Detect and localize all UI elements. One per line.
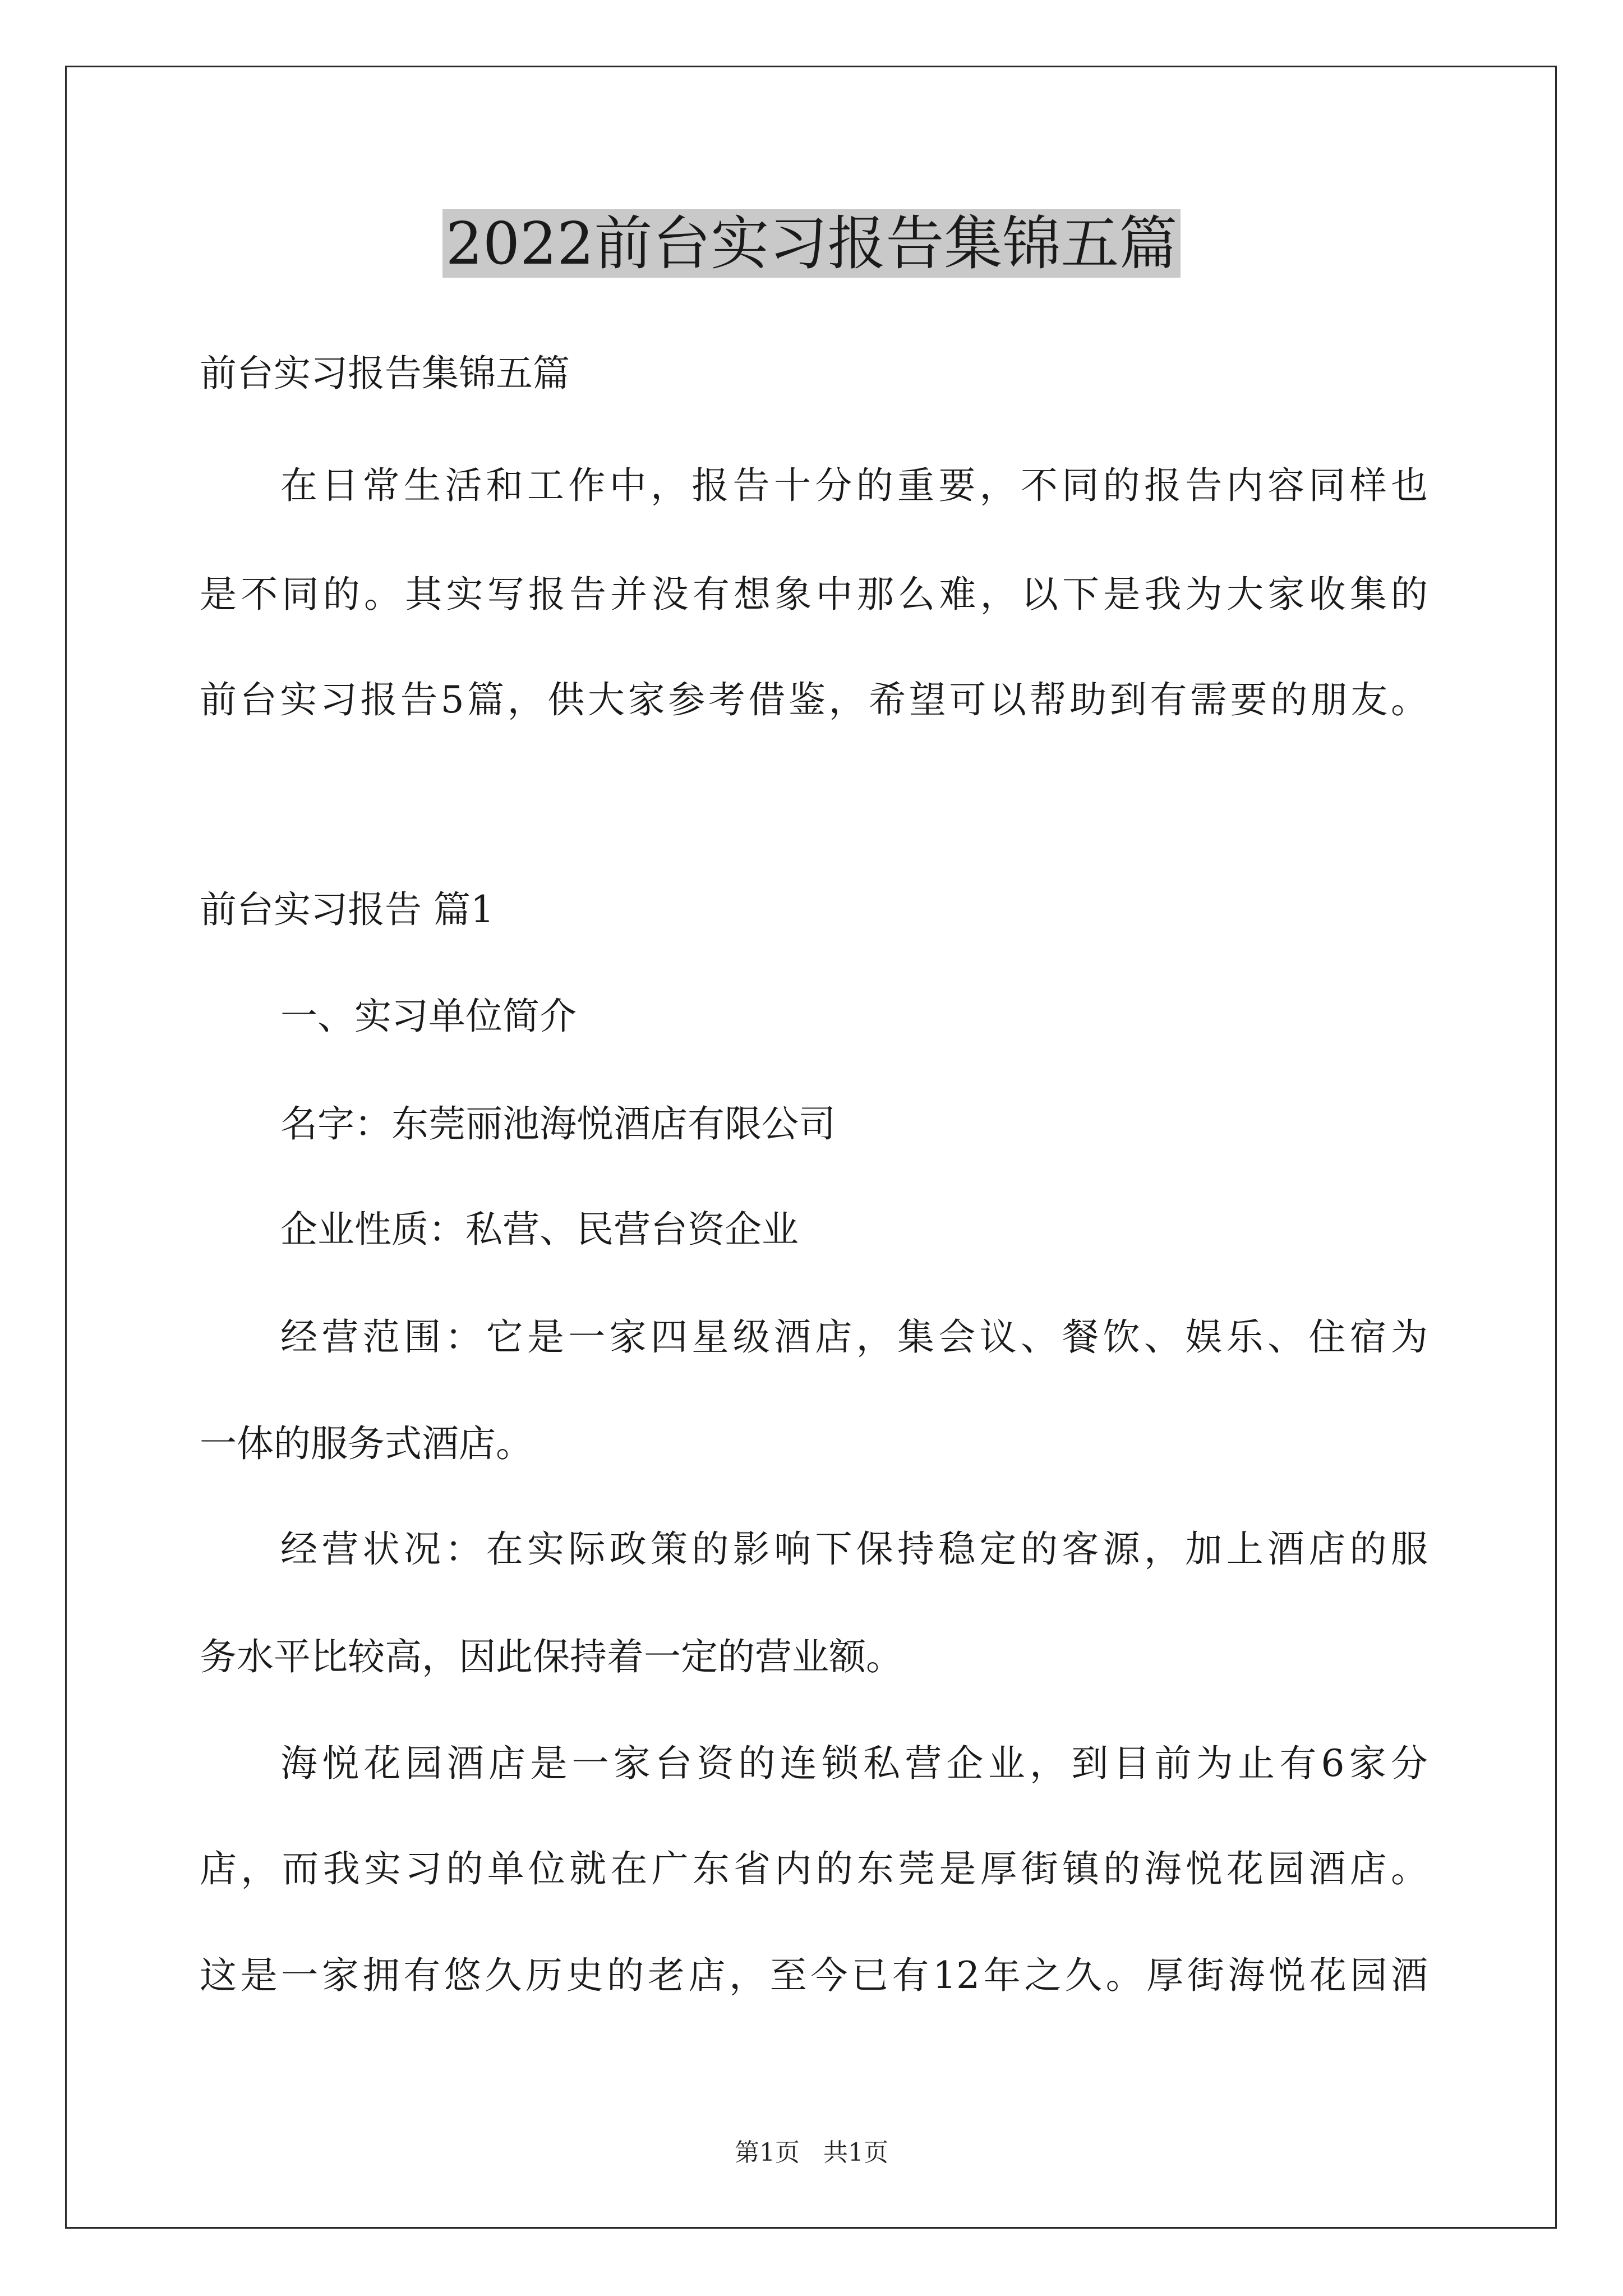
hotel-intro-line-1: 海悦花园酒店是一家台资的连锁私营企业，到目前为止有6家分 (280, 1742, 1428, 1785)
business-scope-line-1: 经营范围：它是一家四星级酒店，集会议、餐饮、娱乐、住宿为 (280, 1315, 1428, 1359)
hotel-intro-line-2: 店，而我实习的单位就在广东省内的东莞是厚街镇的海悦花园酒店。 (200, 1847, 1428, 1890)
business-status-line-2: 务水平比较高，因此保持着一定的营业额。 (200, 1635, 903, 1678)
company-name-line: 名字：东莞丽池海悦酒店有限公司 (280, 1102, 836, 1145)
intro-line-3: 前台实习报告5篇，供大家参考借鉴，希望可以帮助到有需要的朋友。 (200, 678, 1428, 721)
section-item: 一、实习单位简介 (280, 995, 577, 1038)
document-title: 2022前台实习报告集锦五篇 (0, 209, 1623, 278)
company-nature-line: 企业性质：私营、民营台资企业 (280, 1208, 799, 1251)
section-heading: 前台实习报告 篇1 (200, 888, 494, 931)
intro-line-2: 是不同的。其实写报告并没有想象中那么难，以下是我为大家收集的 (200, 573, 1428, 616)
business-status-line-1: 经营状况：在实际政策的影响下保持稳定的客源，加上酒店的服 (280, 1527, 1428, 1571)
business-scope-line-2: 一体的服务式酒店。 (200, 1422, 533, 1465)
intro-line-1: 在日常生活和工作中，报告十分的重要，不同的报告内容同样也 (280, 464, 1428, 507)
hotel-intro-line-3: 这是一家拥有悠久历史的老店，至今已有12年之久。厚街海悦花园酒 (200, 1954, 1428, 1997)
subtitle: 前台实习报告集锦五篇 (200, 352, 570, 395)
page-footer: 第1页 共1页 (735, 2138, 888, 2167)
